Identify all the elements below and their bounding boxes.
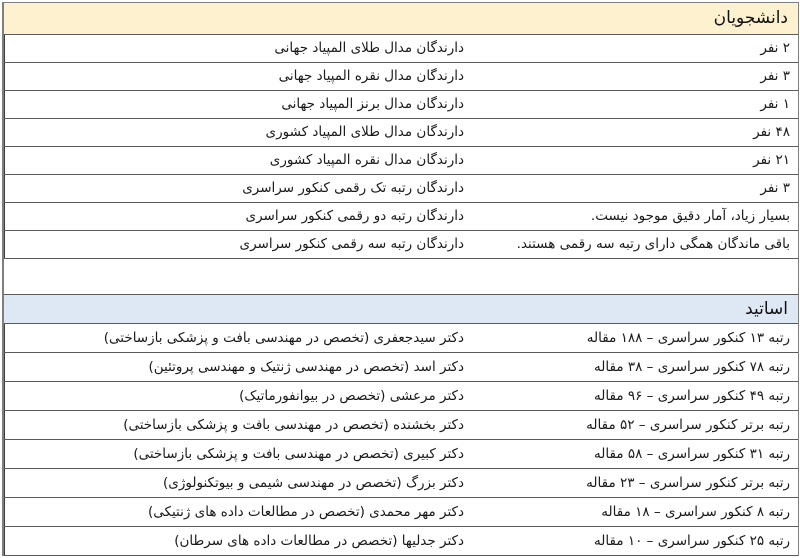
row-label: دکتر مهر محمدی (تخصص در مطالعات داده های ژنتیکی) (4, 498, 474, 526)
row-value: باقی ماندگان همگی دارای رتبه سه رقمی هستند. (516, 236, 790, 252)
row-value: رتبه ۳۱ کنکور سراسری – ۵۸ مقاله (594, 446, 790, 462)
table-row (4, 175, 798, 203)
row-label: دکتر مرعشی (تخصص در بیوانفورماتیک) (4, 382, 474, 410)
students-section-header (4, 3, 798, 35)
row-value: رتبه ۸ کنکور سراسری – ۱۸ مقاله (601, 504, 790, 520)
row-value: ۱ نفر (760, 96, 790, 112)
faculty-section-title: اساتید (745, 299, 788, 319)
row-label: دکتر بخشنده (تخصص در مهندسی بافت و پزشکی بازساختی) (4, 411, 474, 439)
row-label: دارندگان مدال نقره المپیاد کشوری (4, 147, 474, 174)
table-row (4, 440, 798, 469)
table-row (4, 35, 798, 63)
table-row (4, 203, 798, 231)
table-row (4, 498, 798, 527)
row-label: دارندگان مدال طلای المپیاد جهانی (4, 35, 474, 62)
row-label: دارندگان رتبه دو رقمی کنکور سراسری (4, 203, 474, 230)
row-value: ۲ نفر (760, 40, 790, 56)
row-value: ۳ نفر (760, 180, 790, 196)
table-row (4, 119, 798, 147)
table-row (4, 411, 798, 440)
row-value: رتبه ۱۳ کنکور سراسری – ۱۸۸ مقاله (586, 330, 790, 346)
table-row (4, 353, 798, 382)
row-label: دارندگان مدال طلای المپیاد کشوری (4, 119, 474, 146)
row-label: دارندگان مدال برنز المپیاد جهانی (4, 91, 474, 118)
spacer-row (4, 263, 798, 294)
table-row (4, 91, 798, 119)
table-row (4, 469, 798, 498)
data-table (2, 2, 799, 556)
row-value: رتبه ۷۸ کنکور سراسری – ۳۸ مقاله (594, 359, 790, 375)
row-value: رتبه برتر کنکور سراسری – ۵۲ مقاله (586, 417, 790, 433)
table-row (4, 324, 798, 353)
row-label: دارندگان مدال نقره المپیاد جهانی (4, 63, 474, 90)
table-row (4, 147, 798, 175)
row-value: ۳ نفر (760, 68, 790, 84)
table-row (4, 63, 798, 91)
row-label: دکتر سیدجعفری (تخصص در مهندسی بافت و پزشکی بازساختی) (4, 324, 474, 352)
row-value: ۴۸ نفر (753, 124, 790, 140)
students-rows (4, 35, 798, 259)
faculty-rows (4, 324, 798, 556)
row-label: دارندگان رتبه سه رقمی کنکور سراسری (4, 231, 474, 258)
row-value: بسیار زیاد، آمار دقیق موجود نیست. (590, 208, 790, 224)
row-label: دکتر اسد (تخصص در مهندسی ژنتیک و مهندسی پروتئین) (4, 353, 474, 381)
row-value: ۲۱ نفر (753, 152, 790, 168)
row-value: رتبه ۲۵ کنکور سراسری – ۱۰ مقاله (594, 533, 790, 549)
table-row (4, 527, 798, 556)
row-value: رتبه برتر کنکور سراسری – ۲۳ مقاله (586, 475, 790, 491)
row-label: دارندگان رتبه تک رقمی کنکور سراسری (4, 175, 474, 202)
row-label: دکتر کبیری (تخصص در مهندسی بافت و پزشکی بازساختی) (4, 440, 474, 468)
students-section-title: دانشجویان (713, 8, 788, 28)
faculty-section-header (4, 294, 798, 324)
row-label: دکتر جدلیها (تخصص در مطالعات داده های سرطان) (4, 527, 474, 555)
table-row (4, 231, 798, 259)
row-value: رتبه ۴۹ کنکور سراسری – ۹۶ مقاله (594, 388, 790, 404)
row-label: دکتر بزرگ (تخصص در مهندسی شیمی و بیوتکنولوژی) (4, 469, 474, 497)
table-row (4, 382, 798, 411)
